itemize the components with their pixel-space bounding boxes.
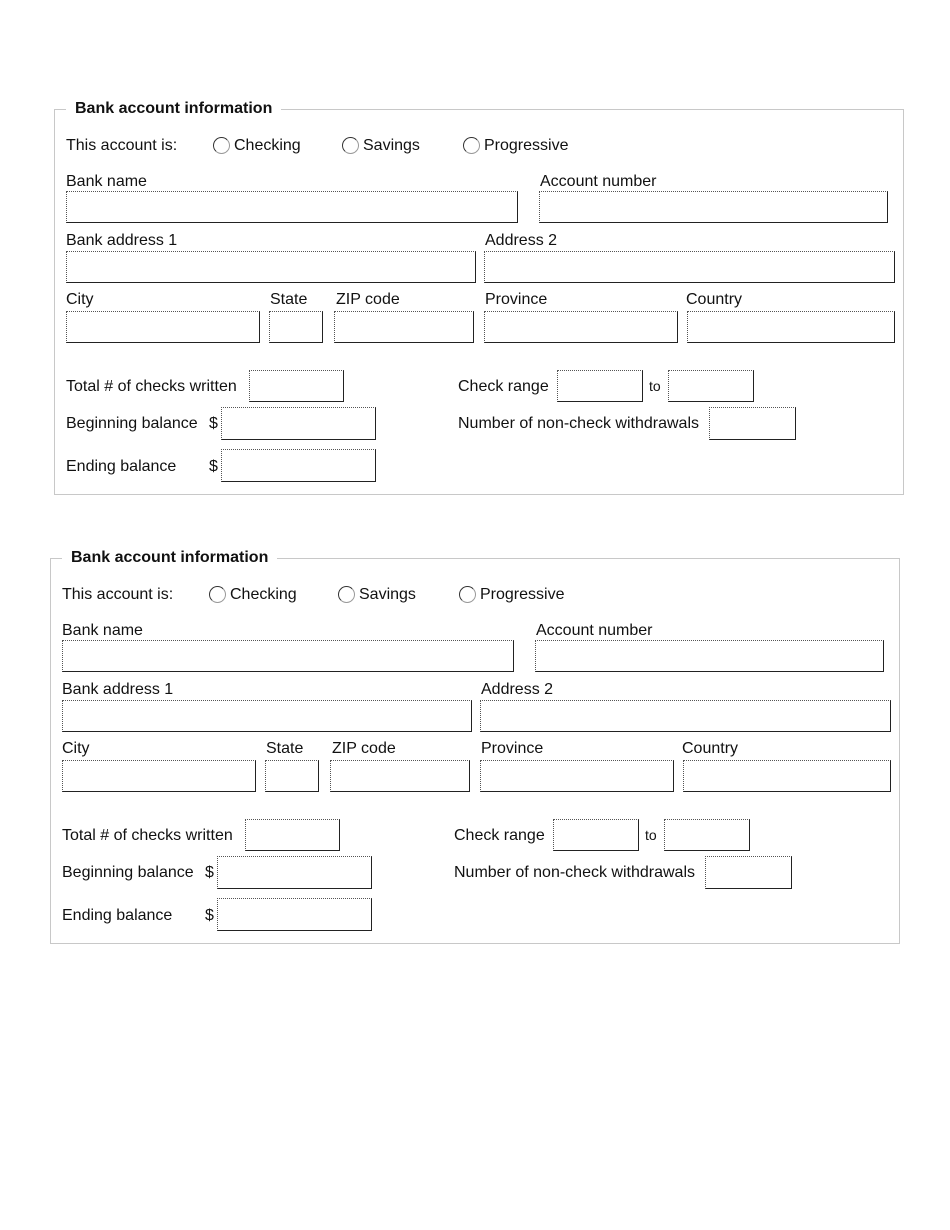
checking-radio[interactable] [209,586,226,603]
check-range-to-input[interactable] [664,819,750,851]
progressive-radio-label: Progressive [484,137,569,154]
city-input[interactable] [62,760,256,792]
non-check-withdrawals-label: Number of non-check withdrawals [458,415,699,432]
province-label: Province [481,740,544,757]
account-type-label: This account is: [66,137,178,154]
state-label: State [270,291,308,308]
check-range-to-label: to [649,378,661,394]
province-input[interactable] [480,760,674,792]
ending-balance-dollar: $ [205,907,214,924]
non-check-withdrawals-input[interactable] [705,856,792,889]
city-input[interactable] [66,311,260,343]
savings-radio-label: Savings [359,586,416,603]
city-label: City [62,740,90,757]
ending-balance-dollar: $ [209,458,218,475]
bank-account-form [50,549,900,943]
non-check-withdrawals-label: Number of non-check withdrawals [454,864,695,881]
form-title: Bank account information [66,99,281,119]
address-2-input[interactable] [480,700,891,732]
total-checks-input[interactable] [245,819,340,851]
country-label: Country [686,291,743,308]
bank-name-input[interactable] [62,640,514,672]
address-2-label: Address 2 [481,681,554,698]
account-type-label: This account is: [62,586,174,603]
savings-radio[interactable] [338,586,355,603]
check-range-label: Check range [458,378,549,395]
checking-radio[interactable] [213,137,230,154]
account-number-label: Account number [540,173,657,190]
zip-label: ZIP code [332,740,396,757]
beginning-balance-dollar: $ [209,415,218,432]
account-number-label: Account number [536,622,653,639]
beginning-balance-label: Beginning balance [66,415,198,432]
address-2-input[interactable] [484,251,895,283]
total-checks-label: Total # of checks written [62,827,233,844]
beginning-balance-input[interactable] [217,856,372,889]
country-input[interactable] [687,311,895,343]
zip-input[interactable] [334,311,474,343]
check-range-to-input[interactable] [668,370,754,402]
bank-account-form [54,100,904,494]
bank-name-label: Bank name [66,173,147,190]
ending-balance-label: Ending balance [66,458,177,475]
non-check-withdrawals-input[interactable] [709,407,796,440]
total-checks-label: Total # of checks written [66,378,237,395]
progressive-radio[interactable] [463,137,480,154]
beginning-balance-input[interactable] [221,407,376,440]
state-input[interactable] [269,311,323,343]
check-range-from-input[interactable] [553,819,639,851]
state-input[interactable] [265,760,319,792]
savings-radio-label: Savings [363,137,420,154]
city-label: City [66,291,94,308]
checking-radio-label: Checking [234,137,301,154]
check-range-to-label: to [645,827,657,843]
ending-balance-input[interactable] [217,898,372,931]
bank-address-1-label: Bank address 1 [66,232,178,249]
province-input[interactable] [484,311,678,343]
country-label: Country [682,740,739,757]
bank-address-1-input[interactable] [62,700,472,732]
province-label: Province [485,291,548,308]
bank-name-input[interactable] [66,191,518,223]
address-2-label: Address 2 [485,232,558,249]
check-range-from-input[interactable] [557,370,643,402]
zip-input[interactable] [330,760,470,792]
total-checks-input[interactable] [249,370,344,402]
state-label: State [266,740,304,757]
bank-address-1-input[interactable] [66,251,476,283]
ending-balance-label: Ending balance [62,907,173,924]
progressive-radio-label: Progressive [480,586,565,603]
beginning-balance-dollar: $ [205,864,214,881]
bank-name-label: Bank name [62,622,143,639]
savings-radio[interactable] [342,137,359,154]
ending-balance-input[interactable] [221,449,376,482]
account-number-input[interactable] [539,191,888,223]
check-range-label: Check range [454,827,545,844]
form-title: Bank account information [62,548,277,568]
account-number-input[interactable] [535,640,884,672]
checking-radio-label: Checking [230,586,297,603]
bank-address-1-label: Bank address 1 [62,681,174,698]
progressive-radio[interactable] [459,586,476,603]
zip-label: ZIP code [336,291,400,308]
beginning-balance-label: Beginning balance [62,864,194,881]
country-input[interactable] [683,760,891,792]
